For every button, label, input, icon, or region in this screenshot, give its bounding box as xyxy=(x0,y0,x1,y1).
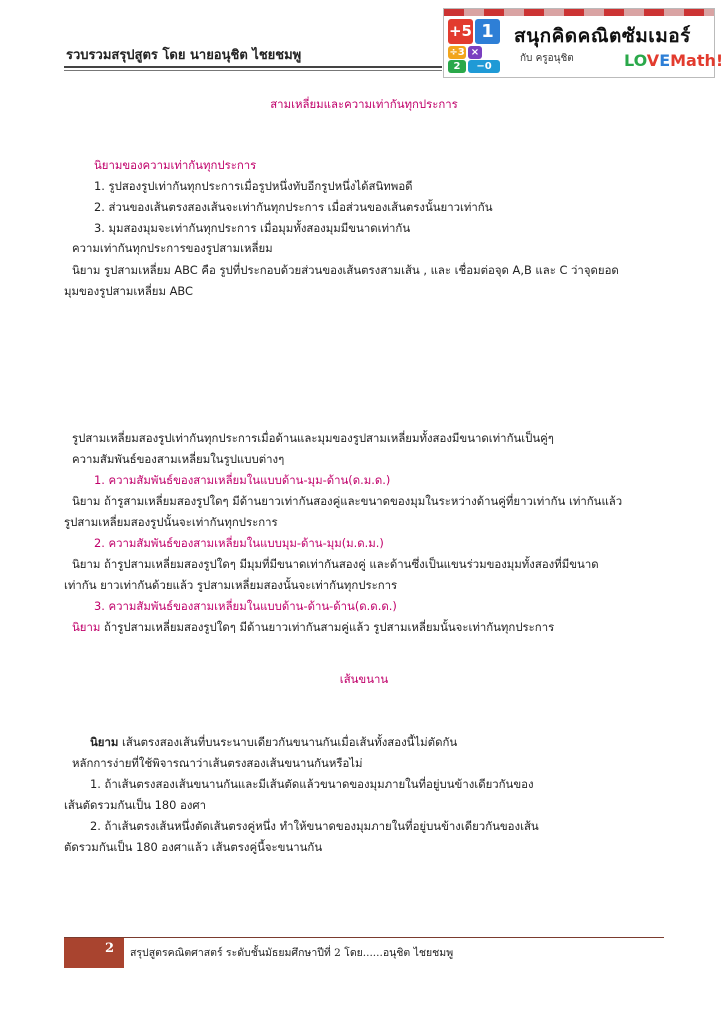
relation1-title: 1. ความสัมพันธ์ของสามเหลี่ยมในแบบด้าน-มุม-ด้าน(ด.ม.ด.) xyxy=(94,473,391,487)
section3-item1-line2: เส้นตัดรวมกันเป็น 180 องศา xyxy=(64,798,207,812)
header-title: รวบรวมสรุปสูตร โดย นายอนุชิต ไชยชมพู xyxy=(66,48,302,63)
section3-title: เส้นขนาน xyxy=(339,672,389,686)
page-number-text: 2 xyxy=(104,941,114,956)
document-title: สามเหลี่ยมและความเท่ากันทุกประการ xyxy=(270,97,458,111)
relation3-definition xyxy=(72,619,554,635)
section3-item1-line1: 1. ถ้าเส้นตรงสองเส้นขนานกันและมีเส้นตัดแล้วขนาดของมุมภายในที่อยู่บนข้างเดียวกันของ xyxy=(90,777,534,791)
section2-intro-2: ความสัมพันธ์ของสามเหลี่ยมในรูปแบบต่างๆ xyxy=(72,452,285,466)
section1-item-3: 3. มุมสองมุมจะเท่ากันทุกประการ เมื่อมุมทั้งสองมุมมีขนาดเท่ากัน xyxy=(94,221,411,235)
section3-item2-line2: ตัดรวมกันเป็น 180 องศาแล้ว เส้นตรงคู่นี้จะขนานกัน xyxy=(64,840,323,854)
section2-intro-1: รูปสามเหลี่ยมสองรูปเท่ากันทุกประการเมื่อด้านและมุมของรูปสามเหลี่ยมทั้งสองมีขนาดเท่ากันเป็นคู่ๆ xyxy=(72,431,554,445)
section1-item-2: 2. ส่วนของเส้นตรงสองเส้นจะเท่ากันทุกประการ เมื่อส่วนของเส้นตรงนั้นยาวเท่ากัน xyxy=(94,200,493,214)
tile-minus0: −0 xyxy=(468,60,500,73)
tile-plus5: +5 xyxy=(448,19,473,44)
footer-text: สรุปสูตรคณิตศาสตร์ ระดับชั้นมัธยมศึกษาปีที่ 2 โดย......อนุชิต ไชยชมพู xyxy=(130,947,454,959)
relation1-line2: รูปสามเหลี่ยมสองรูปนั้นจะเท่ากันทุกประการ xyxy=(64,515,278,529)
section1-definition-line2: มุมของรูปสามเหลี่ยม ABC xyxy=(64,284,193,298)
section1-definition-line1: นิยาม รูปสามเหลี่ยม ABC คือ รูปที่ประกอบด้วยส่วนของเส้นตรงสามเส้น , และ เชื่อมต่อจุด A,B และ C ว่าจุดยอด xyxy=(72,263,619,277)
logo-top-stripe xyxy=(444,9,714,16)
relation3-keyword: นิยาม xyxy=(72,620,101,634)
section3-principle: หลักการง่ายที่ใช้พิจารณาว่าเส้นตรงสองเส้นขนานกันหรือไม่ xyxy=(72,756,363,770)
tile-1: 1 xyxy=(475,19,500,44)
footer-page-number xyxy=(64,938,124,960)
section3-def-text: เส้นตรงสองเส้นที่บนระนาบเดียวกันขนานกันเมื่อเส้นทั้งสองนี้ไม่ตัดกัน xyxy=(118,735,458,749)
section3-definition xyxy=(90,734,457,750)
section1-item-1: 1. รูปสองรูปเท่ากันทุกประการเมื่อรูปหนึ่งทับอีกรูปหนึ่งได้สนิทพอดี xyxy=(94,179,413,193)
logo-brand-text: LOVEMath! xyxy=(624,51,724,70)
tile-times: × xyxy=(468,46,482,59)
header-rule-thin xyxy=(64,70,442,71)
relation3-title: 3. ความสัมพันธ์ของสามเหลี่ยมในแบบด้าน-ด้าน-ด้าน(ด.ด.ด.) xyxy=(94,599,397,613)
section3-item2-line1: 2. ถ้าเส้นตรงเส้นหนึ่งตัดเส้นตรงคู่หนึ่ง ทำให้ขนาดของมุมภายในที่อยู่บนข้างเดียวกันของเส้น xyxy=(90,819,539,833)
footer-rule xyxy=(64,937,664,938)
logo-sub-text: กับ ครูอนุชิต xyxy=(520,53,574,64)
section1-subheading: ความเท่ากันทุกประการของรูปสามเหลี่ยม xyxy=(72,241,273,255)
logo-banner xyxy=(443,8,724,78)
tile-2: 2 xyxy=(448,60,466,73)
math-tiles-icon xyxy=(448,19,502,73)
relation2-line2: เท่ากัน ยาวเท่ากันด้วยแล้ว รูปสามเหลี่ยมสองนั้นจะเท่ากันทุกประการ xyxy=(64,578,398,592)
relation1-line1: นิยาม ถ้ารูสามเหลี่ยมสองรูปใดๆ มีด้านยาวเท่ากันสองคู่และขนาดของมุมในระหว่างด้านคู่ที่ยาวเท่ากัน เท่ากันแล้ว xyxy=(72,494,623,508)
relation2-line1: นิยาม ถ้ารูปสามเหลี่ยมสองรูปใดๆ มีมุมที่มีขนาดเท่ากันสองคู่ และด้านซึ่งเป็นแขนร่วมของมุมทั้งสองที่มีขนาด xyxy=(72,557,599,571)
relation3-text: ถ้ารูปสามเหลี่ยมสองรูปใดๆ มีด้านยาวเท่ากันสามคู่แล้ว รูปสามเหลี่ยมนั้นจะเท่ากันทุกประการ xyxy=(100,620,555,634)
logo-main-text: สนุกคิดคณิตซัมเมอร์ xyxy=(514,25,691,47)
tile-div3: ÷3 xyxy=(449,47,465,58)
section1-heading: นิยามของความเท่ากันทุกประการ xyxy=(94,158,257,172)
header-rule xyxy=(64,66,442,68)
relation2-title: 2. ความสัมพันธ์ของสามเหลี่ยมในแบบมุม-ด้าน-มุม(ม.ด.ม.) xyxy=(94,536,384,550)
section3-keyword: นิยาม xyxy=(90,735,119,749)
